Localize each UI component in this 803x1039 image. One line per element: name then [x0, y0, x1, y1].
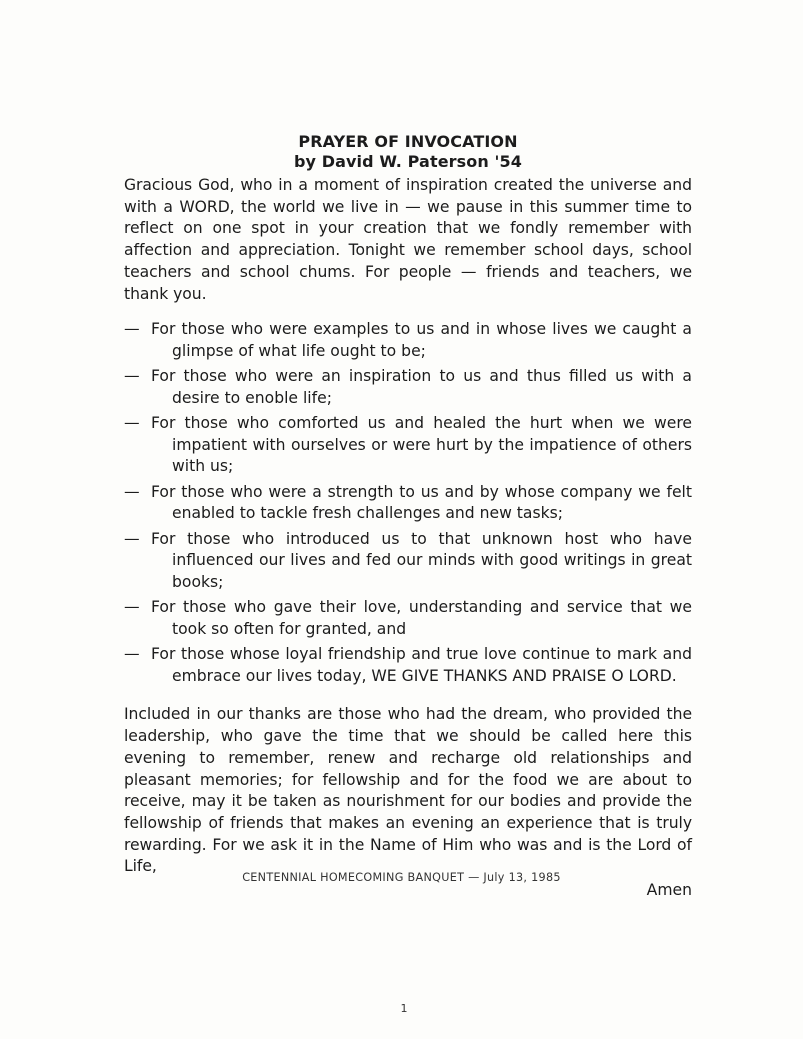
litany-dash: — — [124, 320, 140, 339]
litany-item — [124, 644, 692, 687]
litany-item-text: For those who were examples to us and in whose lives we caught a glimpse of what life ought to be; — [151, 320, 692, 360]
amen-line: Amen — [646, 881, 692, 900]
opening-paragraph: Gracious God, who in a moment of inspiration created the universe and with a WORD, the world we live in — we pause in this summer time to reflect on one spot in your creation that we fondly remember with affection and appreciation. Tonight we remember school days, school teachers and school chums. For people — friends and teachers, we thank you. — [124, 176, 692, 303]
closing-paragraph: Included in our thanks are those who had the dream, who provided the leadership, who gave the time that we should be called here this evening to remember, renew and recharge old relationships and pleasant memories; for fellowship and for the food we are about to receive, may it be taken as nourishment for our bodies and provide the fellowship of friends that makes an evening an experience that is truly rewarding. For we ask it in the Name of Him who was and is the Lord of Life, — [124, 705, 692, 876]
litany-dash: — — [124, 367, 140, 386]
litany-list — [124, 319, 692, 687]
litany-item — [124, 366, 692, 409]
litany-item — [124, 482, 692, 525]
litany-item-text: For those who introduced us to that unknown host who have influenced our lives and fed our minds with good writings in great books; — [151, 529, 692, 591]
litany-dash: — — [124, 482, 140, 501]
litany-item-text: For those who were a strength to us and by whose company we felt enabled to tackle fresh challenges and new tasks; — [151, 482, 692, 523]
litany-item — [124, 319, 692, 362]
litany-item — [124, 529, 692, 594]
litany-dash: — — [124, 414, 140, 433]
document-byline: by David W. Paterson '54 — [294, 152, 522, 171]
litany-item — [124, 413, 692, 478]
page-number: 1 — [400, 1002, 408, 1015]
litany-item — [124, 597, 692, 640]
document-title: PRAYER OF INVOCATION — [298, 132, 518, 151]
litany-item-text: For those who were an inspiration to us and thus filled us with a desire to enoble life; — [151, 367, 692, 407]
document-body — [124, 132, 692, 901]
litany-item-text: For those whose loyal friendship and true love continue to mark and embrace our lives today, WE GIVE THANKS AND PRAISE O LORD. — [151, 645, 692, 685]
litany-item-text: For those who gave their love, understanding and service that we took so often for granted, and — [151, 598, 692, 638]
litany-item-text: For those who comforted us and healed the hurt when we were impatient with ourselves or were hurt by the impatience of others with us; — [151, 414, 692, 476]
litany-dash: — — [124, 645, 140, 664]
footer-caption: CENTENNIAL HOMECOMING BANQUET — July 13, 1985 — [242, 871, 561, 884]
litany-dash: — — [124, 598, 140, 617]
litany-dash: — — [124, 529, 140, 548]
